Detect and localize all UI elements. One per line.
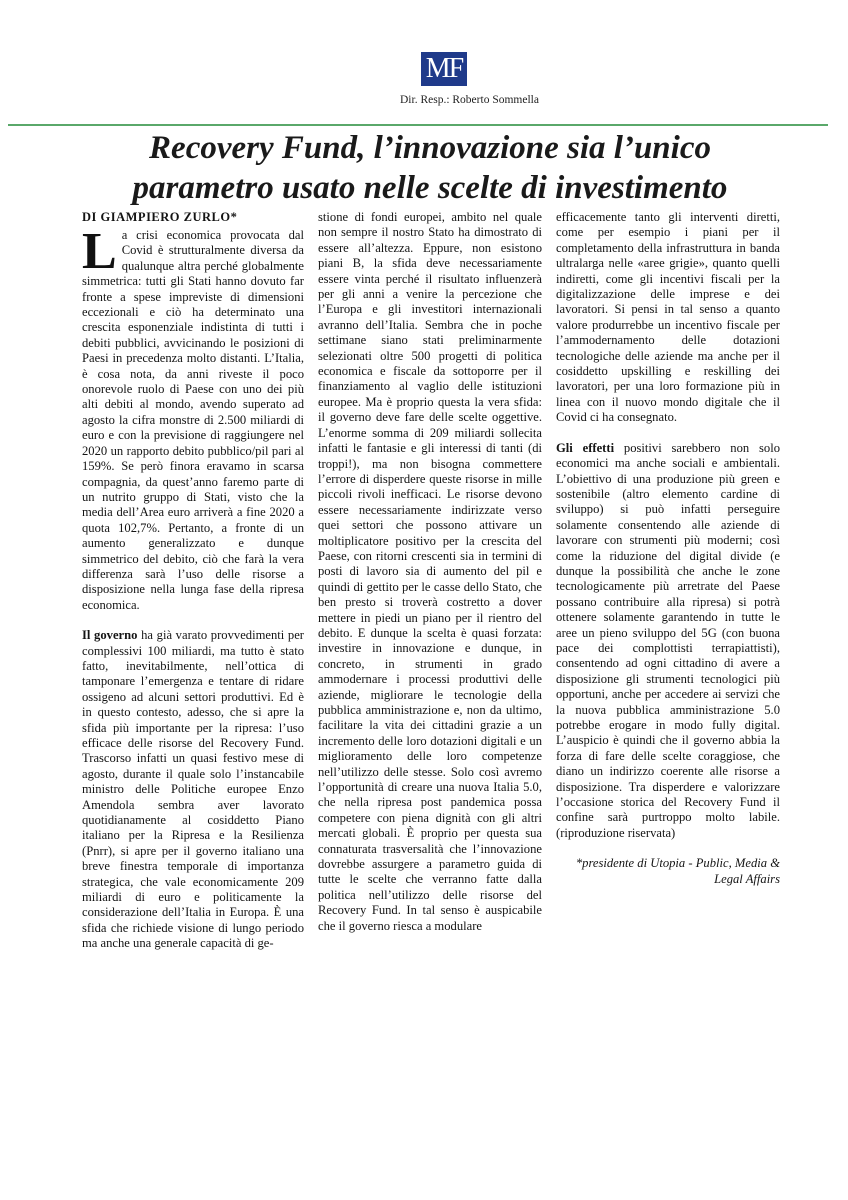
paragraph-effetti-text: positivi sarebbero non solo economici ma anche sociali e ambientali. L’obiettivo di una produzione più green e sostenibile (altro elemento cardine di sviluppo) si può infatti perseguire solamente consentendo alle aziende di lavorare con strumenti più moderni; così come la riduzione del digital divide (e dunque la possibilità che anche le zone tecnologicamente più arretrate del Paese possano contribuire alla ripresa) si potrà ottenere solamente garantendo in tutte le aree un pieno sviluppo del 5G (con buona pace dei complottisti terrapiattisti), consentendo ad ogni cittadino di avere a disposizione gli strumenti tecnologici più opportuni, anche per accedere ai servizi che la nuova pubblica amministrazione 5.0 potrebbe erogare in modo fully digital. L’auspicio è quindi che il governo abbia la forza di fare delle scelte coraggiose, che diano un indirizzo coerente alle risorse a disposizione. Tra disperdere e valorizzare l’occasione storica del Recovery Fund il confine sarà purtroppo molto labile. (riproduzione riservata) [556,440,780,840]
headline-line-1: Recovery Fund, l’innovazione sia l’unico [149,130,711,166]
header-divider [8,124,828,126]
lead-in-effetti: Gli effetti [556,440,615,455]
paragraph-effetti [556,441,780,842]
paragraph-governo [82,628,304,952]
paragraph-intro-text: a crisi economica provocata dal Covid è strutturalmente diversa da qualunque altra perché globalmente simmetrica: tutti gli Stati hanno dovuto far fronte a spese impreviste di dimensioni eccezionali e ciò ha determinato una crescita esponenziale indistinta di tutti i debiti pubblici, avvicinando le posizioni di Paesi in precedenza molto distanti. L’Italia, è cosa nota, da anni riveste il poco onorevole ruolo di Paese con uno dei più alti debiti al mondo, avendo superato ad agosto la cifra monstre di 2.500 miliardi di euro e con la previsione di raggiungere nel 2020 un rapporto debito pubblico/pil pari al 159%. Se però finora eravamo in scarsa compagnia, da quest’anno faremo parte di un nutrito gruppo di Stati, visto che la media dell’Area euro arriverà a fine 2020 a quota 102,7%. Pertanto, a fronte di un aumento generalizzato e dunque simmetrico del debito, ciò che farà la vera differenza sarà l’uso delle risorse a disposizione nella lunga fase della ripresa economica. [82,228,304,612]
article-column-1 [82,223,304,967]
author-signature: *presidente di Utopia - Public, Media & Legal Affairs [575,856,780,886]
mf-logo [421,52,467,86]
article-column-2 [318,210,542,949]
paragraph-column-3: efficacemente tanto gli interventi diretti, come per esempio i piani per il completamento della infrastruttura in banda ultralarga nelle «aree grigie», quanto quelli indiretti, come gli incentivi fiscali per la digitalizzazione delle imprese e dei lavoratori. Si pensi in tal senso a quanto valore produrrebbe un incentivo fiscale per l’ammodernamento delle dotazioni tecnologiche delle aziende ma anche per il cosiddetto upskilling e reskilling dei lavoratori, per una loro formazione più in linea con il nuovo mondo digitale che il Covid ci ha consegnato. [556,210,780,425]
paragraph-governo-text: ha già varato provvedimenti per complessivi 100 miliardi, ma tutto è stato fatto, inevitabilmente, nell’ottica di tamponare l’emergenza e tentare di ridare ossigeno ad alcuni settori produttivi. Ed è in questo contesto, adesso, che si apre la sfida più importante per la ripresa: l’uso efficace delle risorse del Recovery Fund. Trascorso infatti un quasi festivo mese di agosto, durante il quale solo l’instancabile ministro delle Politiche europee Enzo Amendola sembra aver lavorato quotidianamente al cosiddetto Piano italiano per la Ripresa e la Resilienza (Pnrr), si apre per il governo italiano una breve finestra temporale di importanza strategica, che vale economicamente 209 miliardi di euro e politicamente la considerazione dell’Italia in Europa. È una sfida che richiede visione di lungo periodo ma anche una generale capacità di ge- [82,628,304,951]
drop-cap: L [82,223,117,280]
paragraph-column-2: stione di fondi europei, ambito nel quale non sempre il nostro Stato ha dimostrato di essere all’altezza. Eppure, non esistono piani B, la sfida deve necessariamente essere vinta perché il risultato influenzerà per gli anni a venire la percezione che l’Europa e gli investitori internazionali avranno dell’Italia. Sembra che in poche settimane siano stati preliminarmente selezionati oltre 500 progetti di politica economica e fiscale da sottoporre per il finanziamento al vaglio delle istituzioni europee. Ma è proprio questa la vera sfida: il governo deve fare delle scelte oggettive. L’enorme somma di 209 miliardi sollecita infatti le fantasie e gli interessi di tanti (di troppi!), ma non bisogna commettere l’errore di disperdere queste risorse in mille piccoli rivoli inefficaci. Le risorse devono essere necessariamente indirizzate verso quei settori che possono attivare un moltiplicatore positivo per la crescita del Paese, con ritorni crescenti sia in termini di posti di lavoro sia di aumento del pil e quindi di gettito per le casse dello Stato, che ben presto si troverà costretto a dover mettere in piedi un piano per il rientro del debito. E dunque la scelta è quasi forzata: investire in innovazione e dunque, in concreto, in strumenti in grado ammodernare i processi produttivi delle aziende, migliorare le tecnologie della pubblica amministrazione e, non da ultimo, facilitare la vita dei cittadini grazie a un incremento delle loro dotazioni digitali e un miglioramento delle loro competenze nell’utilizzo delle stesse. Solo così avremo l’opportunità di creare una nuova Italia 5.0, che nella ripresa post pandemica possa competere con piena dignità con gli altri mercati globali. È proprio per questa sua connaturata trasversalità che l’innovazione dovrebbe assurgere a parametro guida di tutte le scelte che verranno fatte dalla politica nell’utilizzo delle risorse del Recovery Fund. In tal senso è auspicabile che il governo riesca a modulare [318,210,542,933]
lead-in-governo: Il governo [82,628,138,643]
byline: DI GIAMPIERO ZURLO* [82,210,238,224]
director-credit: Dir. Resp.: Roberto Sommella [400,94,539,106]
mf-logo-text: MF [425,53,463,84]
article-headline [80,128,780,208]
masthead [0,0,848,128]
paragraph-intro [82,223,304,613]
article-column-3 [556,210,780,887]
headline-line-2: parametro usato nelle scelte di investimento [132,170,728,206]
